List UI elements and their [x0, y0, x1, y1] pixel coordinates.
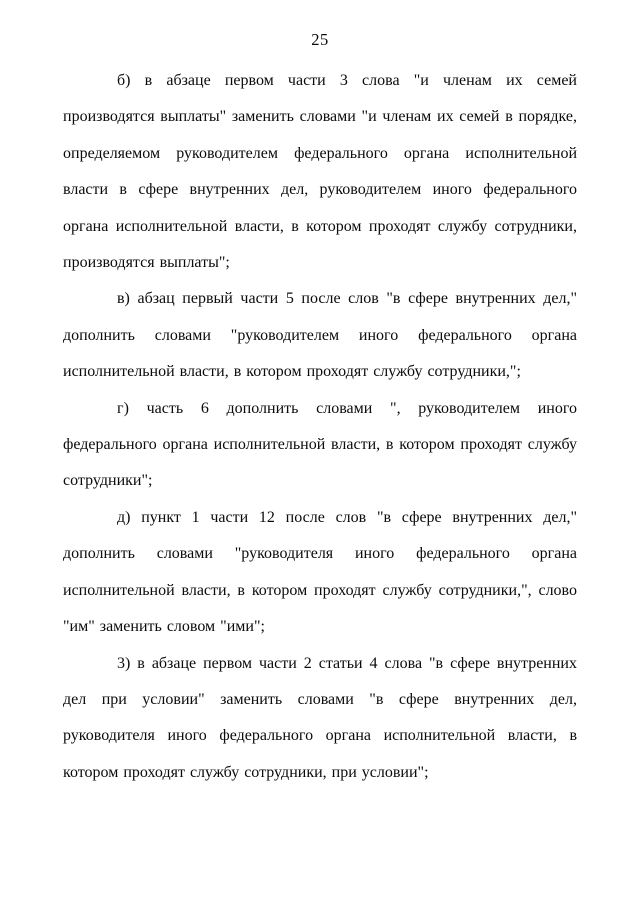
paragraph-item-v: в) абзац первый части 5 после слов "в сфере внутренних дел," дополнить словами "руководителем иного федерального органа исполнительной власти, в котором проходят службу сотрудники,"; — [63, 290, 577, 381]
paragraph-item-b: б) в абзаце первом части 3 слова "и членам их семей производятся выплаты" заменить словами "и членам их семей в порядке, определяемом руководителем федерального органа исполнительной власти в сфере внутренних дел, руководителем иного федерального органа исполнительной власти, в котором проходят службу сотрудники, производятся выплаты"; — [63, 72, 577, 272]
page-number: 25 — [311, 30, 329, 49]
document-body — [63, 63, 577, 791]
paragraph-item-d: д) пункт 1 части 12 после слов "в сфере внутренних дел," дополнить словами "руководителя иного федерального органа исполнительной власти, в котором проходят службу сотрудники,", слово "им" заменить словом "ими"; — [63, 508, 577, 636]
paragraph-item-g: г) часть 6 дополнить словами ", руководителем иного федерального органа исполнительной власти, в котором проходят службу сотрудники"; — [63, 399, 577, 490]
paragraph-item-3: 3) в абзаце первом части 2 статьи 4 слова "в сфере внутренних дел при условии" заменить словами "в сфере внутренних дел, руководителя иного федерального органа исполнительной власти, в котором проходят службу сотрудники, при условии"; — [63, 654, 577, 781]
